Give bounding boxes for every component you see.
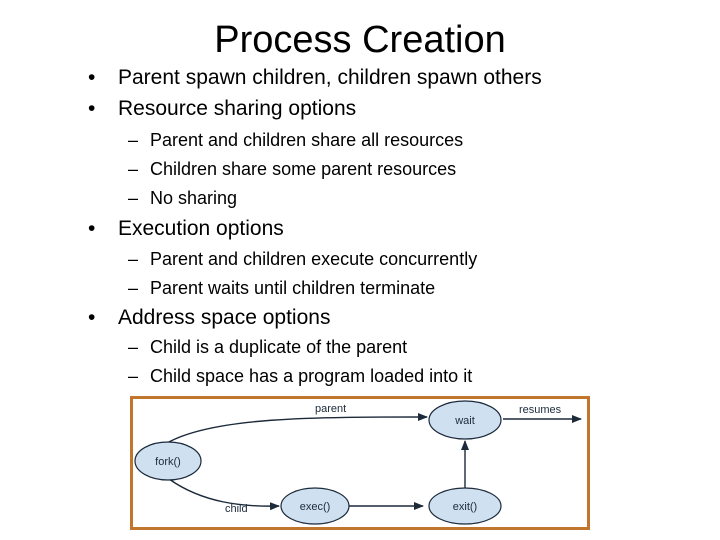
bullet-text: Execution options (118, 217, 284, 240)
bullet-mark: • (88, 306, 96, 329)
process-diagram (130, 396, 590, 530)
node-label-wait: wait (455, 415, 475, 427)
node-label-exec: exec() (299, 501, 331, 513)
bullet-text: Parent spawn children, children spawn others (118, 66, 542, 89)
slide-title: Process Creation (214, 19, 506, 61)
subbullet-text: Child is a duplicate of the parent (150, 337, 408, 357)
subbullet-text: Children share some parent resources (150, 159, 457, 179)
bullet-mark: • (88, 97, 96, 120)
edge-label-child: child (225, 503, 248, 515)
bullet-mark: • (88, 217, 96, 240)
subbullet-text: No sharing (150, 188, 238, 208)
edge-parent (167, 417, 427, 443)
node-label-exit: exit() (452, 501, 478, 513)
subbullet-text: Parent and children share all resources (150, 130, 464, 150)
node-label-fork: fork() (155, 456, 181, 468)
edge-label-parent: parent (315, 403, 347, 415)
subbullet-mark: – (128, 366, 139, 386)
bullet-text: Resource sharing options (118, 97, 357, 120)
subbullet-mark: – (128, 130, 139, 150)
edge-child (169, 479, 279, 506)
subbullet-mark: – (128, 278, 139, 298)
subbullet-text: Child space has a program loaded into it (150, 366, 473, 386)
subbullet-mark: – (128, 249, 139, 269)
bullet-text: Address space options (118, 306, 331, 329)
subbullet-text: Parent waits until children terminate (150, 278, 436, 298)
bullet-mark: • (88, 66, 96, 89)
subbullet-mark: – (128, 159, 139, 179)
process-diagram-svg (133, 399, 587, 527)
subbullet-text: Parent and children execute concurrently (150, 249, 478, 269)
subbullet-mark: – (128, 188, 139, 208)
edge-label-resumes: resumes (519, 404, 562, 416)
subbullet-mark: – (128, 337, 139, 357)
